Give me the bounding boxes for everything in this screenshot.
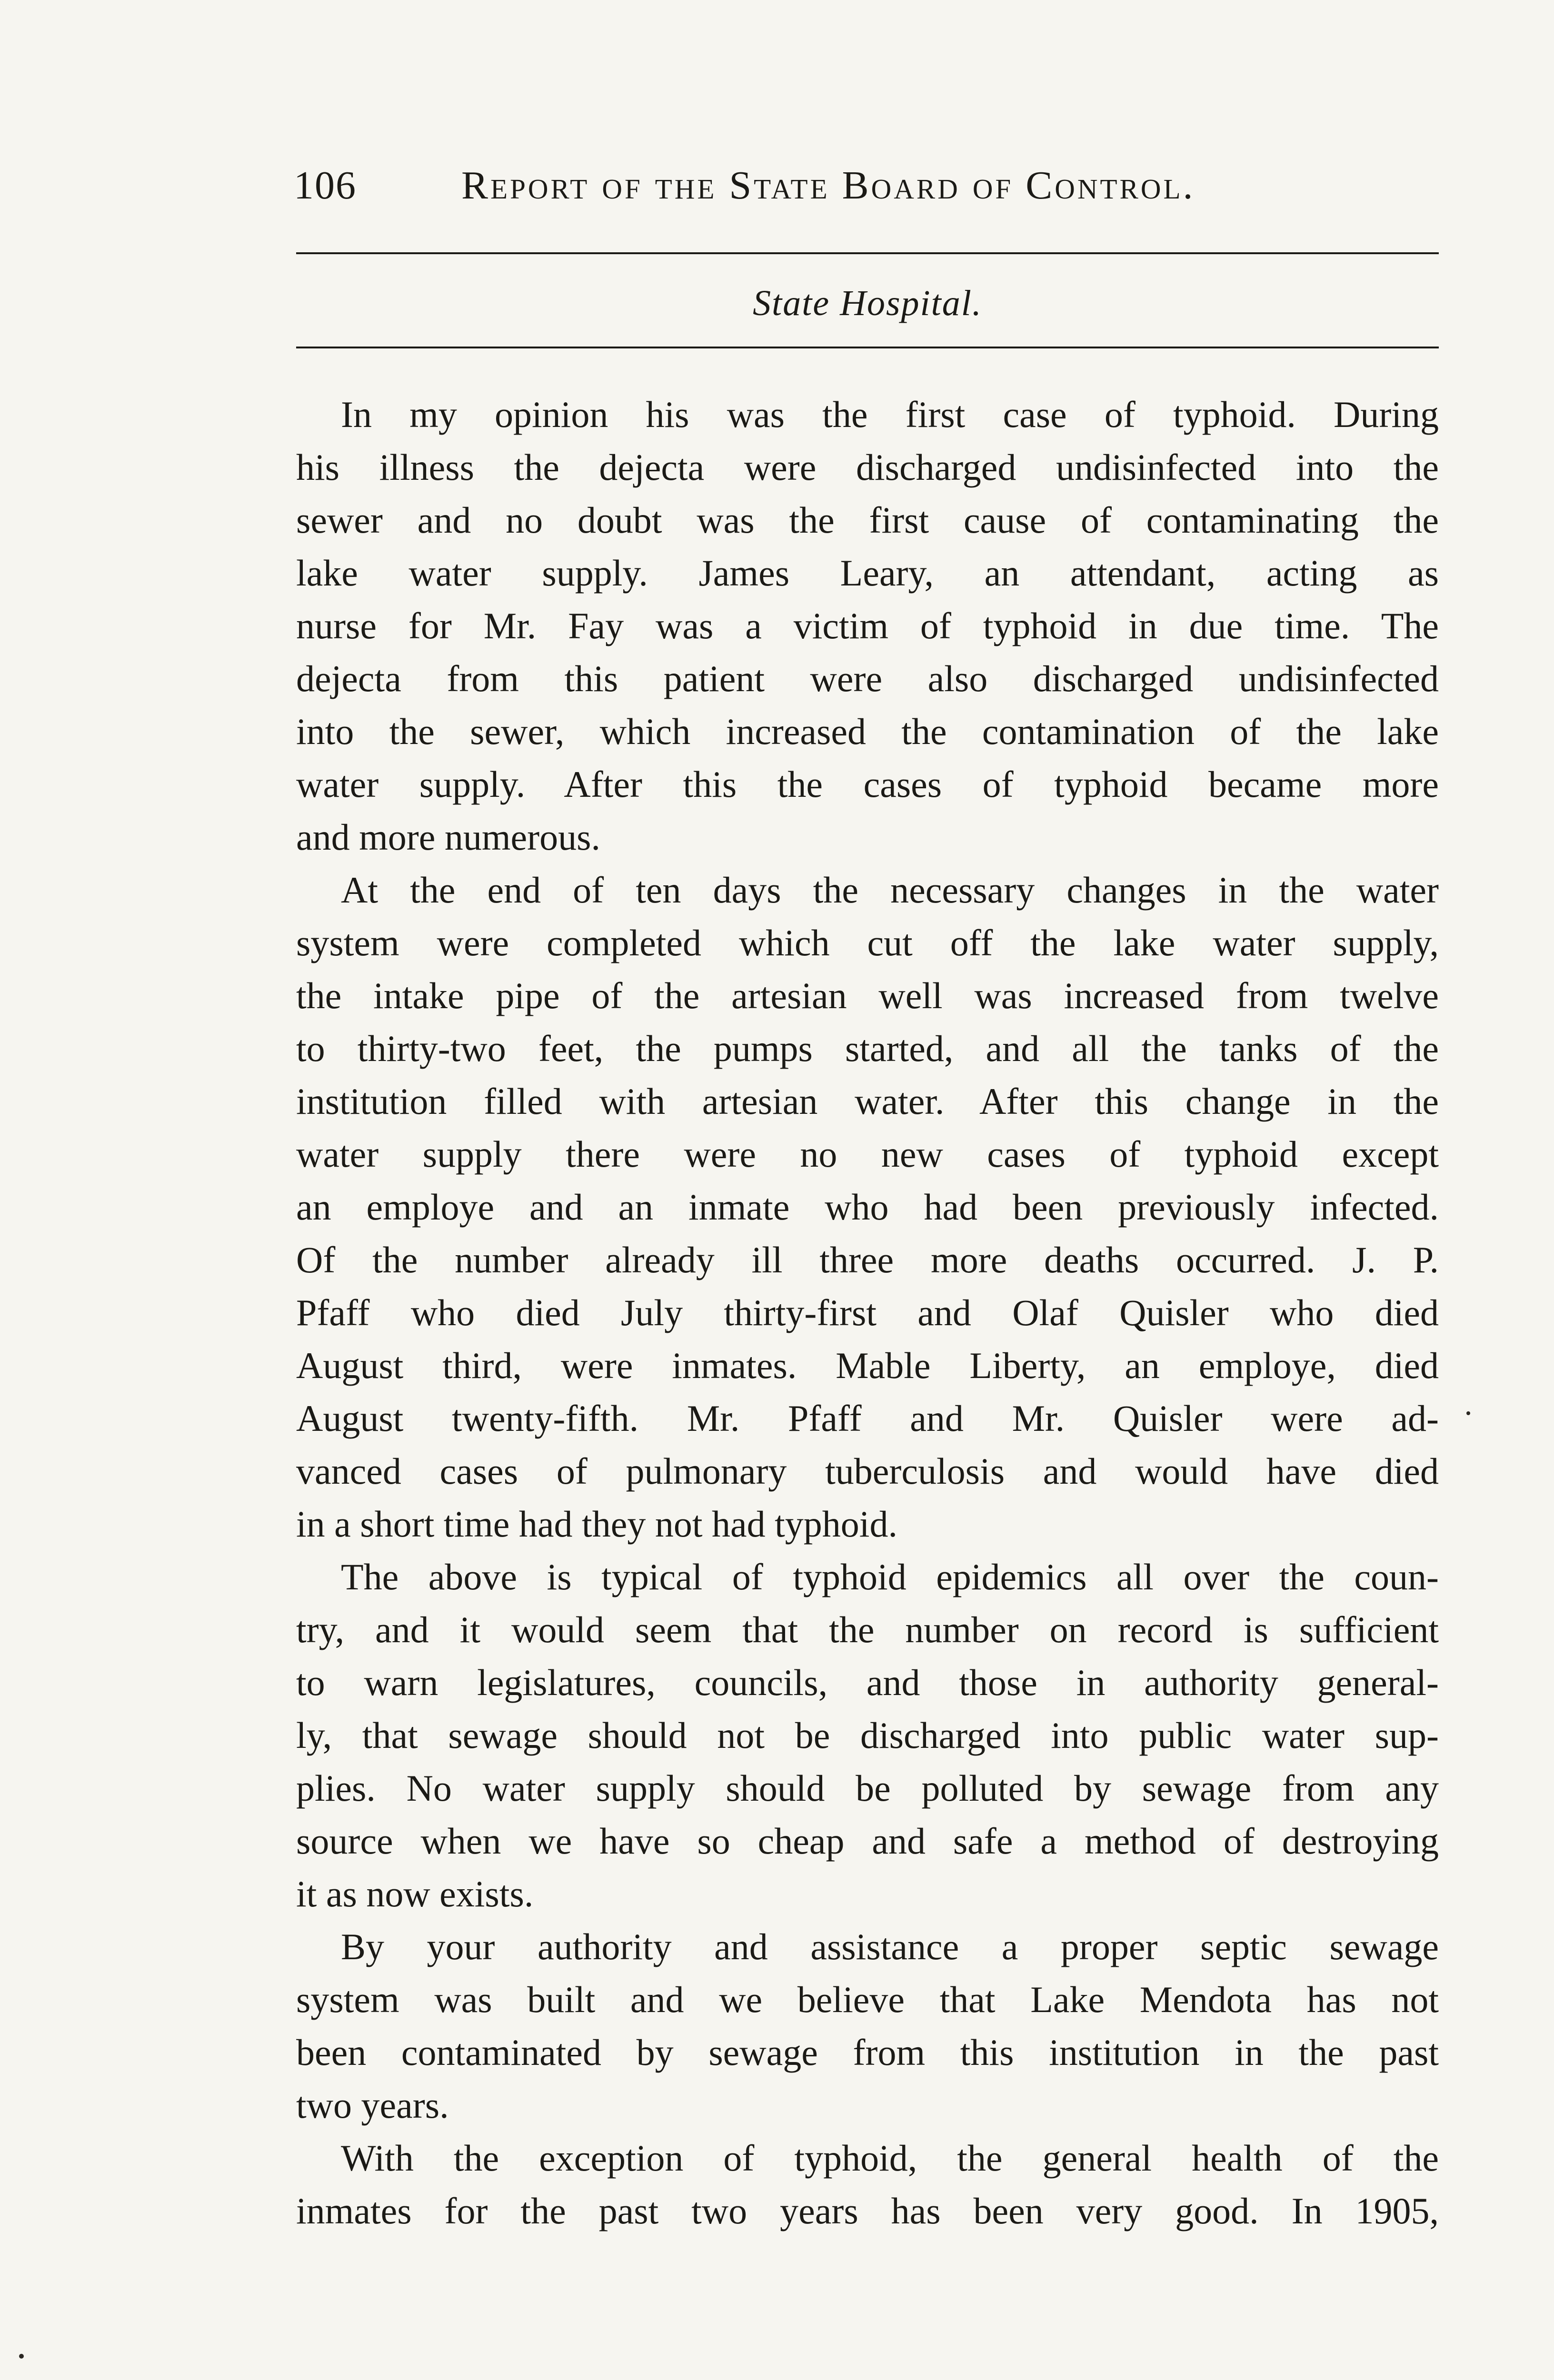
text-line: In my opinion his was the first case of typhoid. During [341,394,1439,435]
section-title: State Hospital. [753,283,982,323]
paragraph-3 [296,1550,1439,1920]
text-line: vanced cases of pulmonary tuberculosis and would have died [296,1450,1439,1492]
text-line: in a short time had they not had typhoid. [296,1503,897,1545]
text-line: The above is typical of typhoid epidemics all over the coun- [341,1556,1439,1597]
page-header [294,157,1436,214]
text-line: two years. [296,2084,449,2126]
text-line: the intake pipe of the artesian well was increased from twelve [296,975,1439,1016]
paragraph-4 [296,1920,1439,2132]
text-line: plies. No water supply should be polluted by sewage from any [296,1767,1439,1809]
page-number: 106 [294,163,357,208]
text-line: to warn legislatures, councils, and those in authority general- [296,1662,1439,1703]
text-line: sewer and no doubt was the first cause of contaminating the [296,499,1439,541]
text-line: try, and it would seem that the number on record is sufficient [296,1609,1439,1650]
header-rule-bottom [296,347,1439,348]
text-line: Of the number already ill three more deaths occurred. J. P. [296,1239,1439,1280]
text-line: With the exception of typhoid, the general health of the [341,2137,1439,2179]
text-line: inmates for the past two years has been very good. In 1905, [296,2190,1439,2231]
text-line: August third, were inmates. Mable Liberty, an employe, died [296,1345,1439,1386]
text-line: his illness the dejecta were discharged undisinfected into the [296,446,1439,488]
text-line: an employe and an inmate who had been previously infected. [296,1186,1439,1228]
text-line: nurse for Mr. Fay was a victim of typhoid in due time. The [296,605,1439,646]
text-line: ly, that sewage should not be discharged into public water sup- [296,1715,1439,1756]
text-line: been contaminated by sewage from this institution in the past [296,2032,1439,2073]
text-line: system were completed which cut off the lake water supply, [296,922,1439,963]
text-line: At the end of ten days the necessary changes in the water [341,869,1439,911]
text-line: source when we have so cheap and safe a method of destroying [296,1820,1439,1862]
paragraph-1 [296,388,1439,863]
text-line: and more numerous. [296,816,601,858]
text-line: water supply there were no new cases of typhoid except [296,1133,1439,1175]
paragraph-5 [296,2132,1439,2237]
paragraph-2 [296,863,1439,1550]
ink-speck [19,2354,24,2359]
text-line: into the sewer, which increased the contamination of the lake [296,711,1439,752]
text-line: lake water supply. James Leary, an attendant, acting as [296,552,1439,594]
text-line: institution filled with artesian water. After this change in the [296,1081,1439,1122]
text-line: dejecta from this patient were also discharged undisinfected [296,658,1439,699]
text-line: water supply. After this the cases of typhoid became more [296,764,1439,805]
header-rule-top [296,252,1439,254]
text-line: Pfaff who died July thirty-first and Olaf Quisler who died [296,1292,1439,1333]
running-head: Report of the State Board of Control. [461,163,1195,208]
ink-speck [1466,1411,1470,1415]
text-line: By your authority and assistance a proper septic sewage [341,1926,1439,1967]
text-line: to thirty-two feet, the pumps started, and all the tanks of the [296,1028,1439,1069]
text-line: August twenty-fifth. Mr. Pfaff and Mr. Quisler were ad- [296,1398,1439,1439]
text-line: system was built and we believe that Lake Mendota has not [296,1979,1439,2020]
text-line: it as now exists. [296,1873,534,1914]
body-text [296,388,1439,2237]
